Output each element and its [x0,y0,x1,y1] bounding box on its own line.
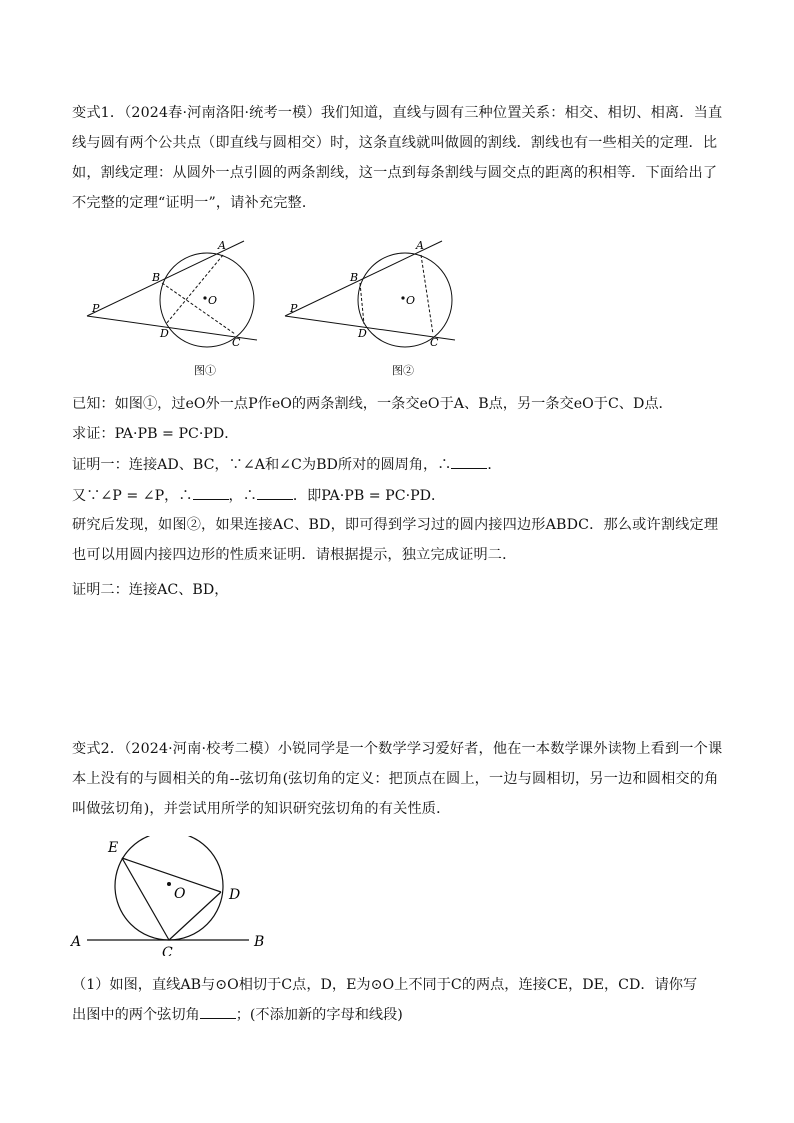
circle-o-3 [115,836,223,940]
prove-statement: 求证：PA·PB = PC·PD． [72,426,239,442]
secant-pab [87,241,244,316]
question-1-text-a: 出图中的两个弦切角 [72,1007,200,1023]
label-a: A [218,239,226,252]
problem2-intro: 变式2．（2024·河南·校考二模）小锐同学是一个数学学习爱好者，他在一本数学课外读物上看到一个课本上没有的与圆相关的角--弦切角(弦切角的定义：把顶点在圆上，一边与圆相切，另一边和圆相交的角叫做弦切角)，并尝试用所学的知识研究弦切角的有关性质． [72,741,723,817]
answer-blank-1[interactable] [451,456,487,469]
chord-ec [122,858,169,940]
label-o: O [208,294,218,307]
proof1-line2-text-c: ．即PA·PB = PC·PD． [292,488,446,504]
label-o-3: O [174,886,186,902]
caption-fig1: 图① [194,364,216,377]
answer-blank-4[interactable] [200,1006,236,1019]
label-c-3: C [162,945,173,956]
label-b-2: B [350,271,359,284]
label-b: B [152,271,161,284]
figure-1 [82,234,262,384]
proof1-line1-text: 证明一：连接AD、BC，∵∠A和∠C为BD所对的圆周角，∴ [72,457,452,473]
secant-pab-2 [285,241,442,316]
label-p: P [92,302,100,315]
label-d-2: D [358,327,367,340]
problem1-intro: 变式1．（2024春·河南洛阳·统考一模）我们知道，直线与圆有三种位置关系：相交、相切、相离．当直线与圆有两个公共点（即直线与圆相交）时，这条直线就叫做圆的割线．割线也有一些相关的定理．比如，割线定理：从圆外一点引圆的两条割线，这一点到每条割线与圆交点的距离的积相等．下面给出了不完整的定理“证明一”，请补充完整． [72,105,723,211]
label-a-2: A [416,239,424,252]
figure-tangent [66,836,276,956]
center-dot-2 [401,296,404,299]
label-c: C [232,336,241,349]
question-1-line2 [72,1004,403,1024]
label-a-3: A [71,934,82,950]
figure-2 [280,234,460,384]
proof1-line2-text-a: 又∵∠P = ∠P，∴ [72,488,193,504]
chord-ed [122,858,221,892]
proof1-line2 [72,485,445,505]
label-c-2: C [430,336,439,349]
answer-blank-3[interactable] [257,487,293,500]
center-dot-3 [167,882,171,886]
label-o-2: O [406,294,416,307]
given-statement: 已知：如图①，过eO外一点P作eO的两条割线，一条交eO于A、B点，另一条交eO于C、D点． [72,396,673,412]
label-b-3: B [254,934,265,950]
center-dot [203,296,206,299]
proof1-line1-end: ． [487,457,502,473]
label-e: E [108,840,119,856]
discovery-paragraph: 研究后发现，如图②，如果连接AC、BD，即可得到学习过的圆内接四边形ABDC．那么或许割线定理也可以用圆内接四边形的性质来证明．请根据提示，独立完成证明二． [72,517,719,563]
proof1-line2-text-b: ，∴ [228,488,257,504]
caption-fig2: 图② [392,364,414,377]
chord-bc [162,283,235,334]
chord-ac [421,255,433,334]
question-1-line1: （1）如图，直线AB与⊙O相切于C点，D，E为⊙O上不同于C的两点，连接CE，DE，CD．请你写 [72,977,698,993]
question-1-text-b: ；(不添加新的字母和线段) [235,1007,403,1023]
proof1-line1 [72,454,502,474]
answer-blank-2[interactable] [193,487,229,500]
proof2-line: 证明二：连接AC、BD， [72,582,229,598]
label-d-3: D [229,887,241,903]
label-d: D [160,327,169,340]
label-p-2: P [290,302,298,315]
